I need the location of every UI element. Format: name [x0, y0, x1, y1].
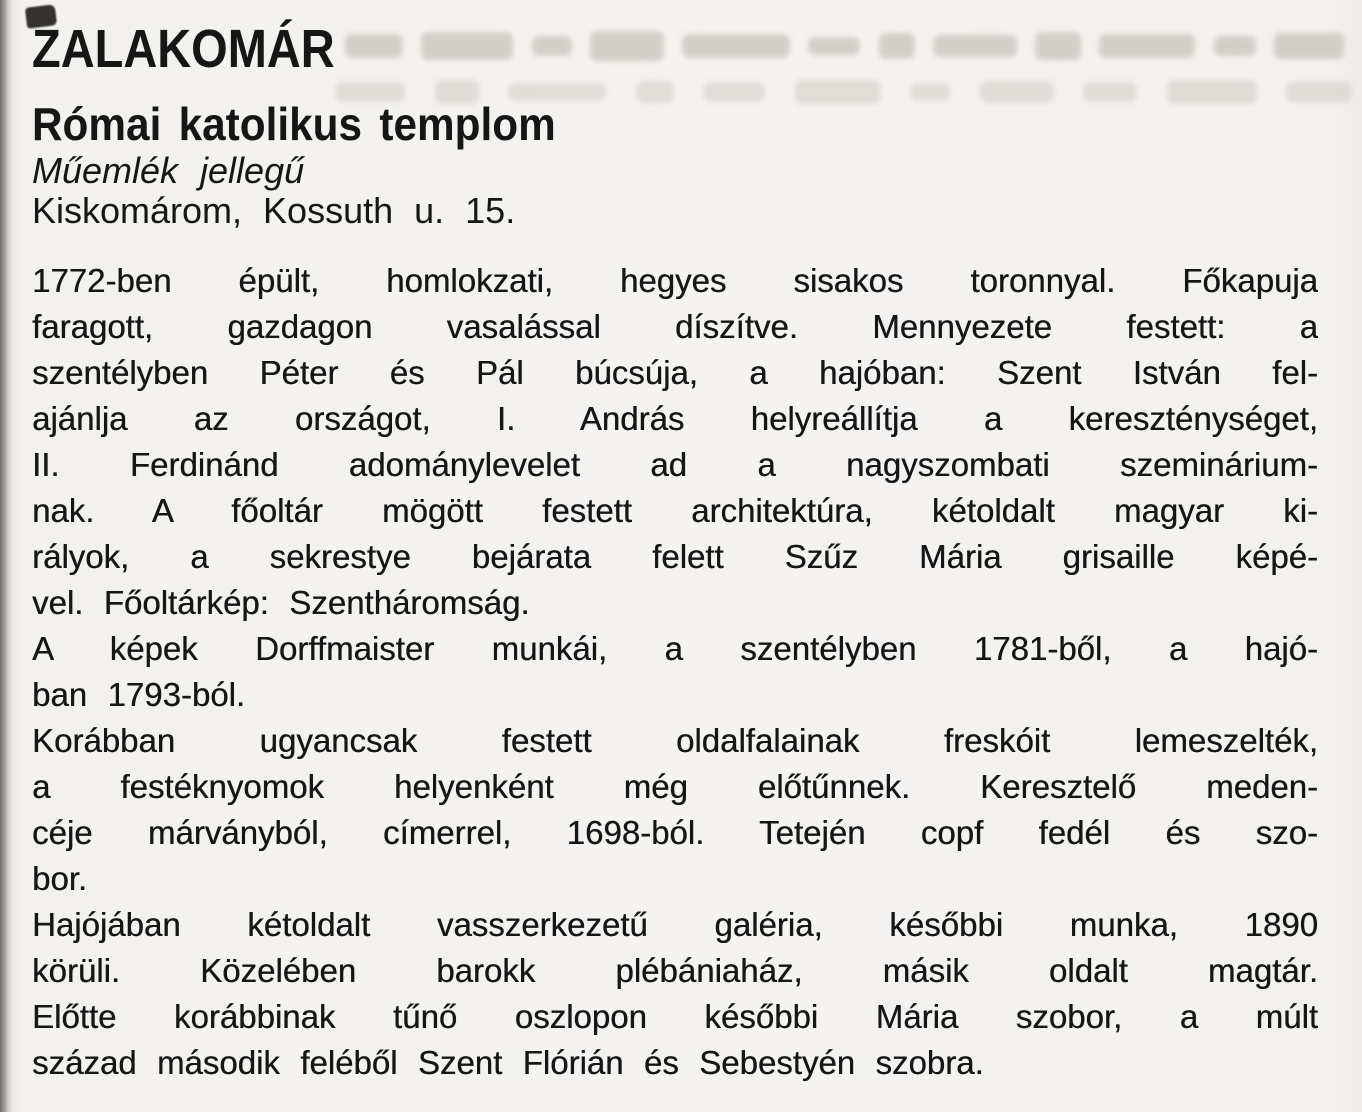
bleedthrough-artifact [345, 26, 1344, 66]
monument-address: Kiskomárom, Kossuth u. 15. [32, 190, 516, 231]
scan-gutter-shadow [0, 0, 14, 1112]
text-line: II. Ferdinánd adománylevelet ad a nagyszombati szeminárium- [32, 446, 1318, 483]
text-line: század második feléből Szent Flórián és Sebestyén szobra. [32, 1044, 984, 1081]
text-line: 1772-ben épült, homlokzati, hegyes sisakos toronnyal. Főkapuja [32, 262, 1318, 299]
text-line: nak. A főoltár mögött festett architektúra, kétoldalt magyar ki- [32, 492, 1318, 529]
text-line: bor. [32, 860, 88, 897]
text-line: vel. Főoltárkép: Szentháromság. [32, 584, 530, 621]
text-line: körüli. Közelében barokk plébániaház, másik oldalt magtár. [32, 952, 1318, 989]
text-line: Korábban ugyancsak festett oldalfalainak freskóit lemeszelték, [32, 722, 1318, 759]
town-name: ZALAKOMÁR [32, 19, 335, 79]
text-line: a festéknyomok helyenként még előtűnnek. Keresztelő meden- [32, 768, 1318, 805]
monument-title: Római katolikus templom [32, 98, 556, 150]
text-line: Hajójában kétoldalt vasszerkezetű galéria, későbbi munka, 1890 [32, 906, 1318, 943]
text-line: faragott, gazdagon vasalással díszítve. Mennyezete festett: a [32, 308, 1318, 345]
text-line: ban 1793-ból. [32, 676, 246, 713]
text-line: szentélyben Péter és Pál búcsúja, a hajóban: Szent István fel- [32, 354, 1318, 391]
text-line: ajánlja az országot, I. András helyreállítja a kereszténységet, [32, 400, 1318, 437]
monument-designation: Műemlék jellegű [32, 150, 305, 191]
text-line: Előtte korábbinak tűnő oszlopon későbbi Mária szobor, a múlt [32, 998, 1318, 1035]
entry-body [32, 258, 1318, 1086]
text-line: céje márványból, címerrel, 1698-ból. Tetején copf fedél és szo- [32, 814, 1318, 851]
text-line: A képek Dorffmaister munkái, a szentélyben 1781-ből, a hajó- [32, 630, 1318, 667]
text-line: rályok, a sekrestye bejárata felett Szűz Mária grisaille képé- [32, 538, 1318, 575]
